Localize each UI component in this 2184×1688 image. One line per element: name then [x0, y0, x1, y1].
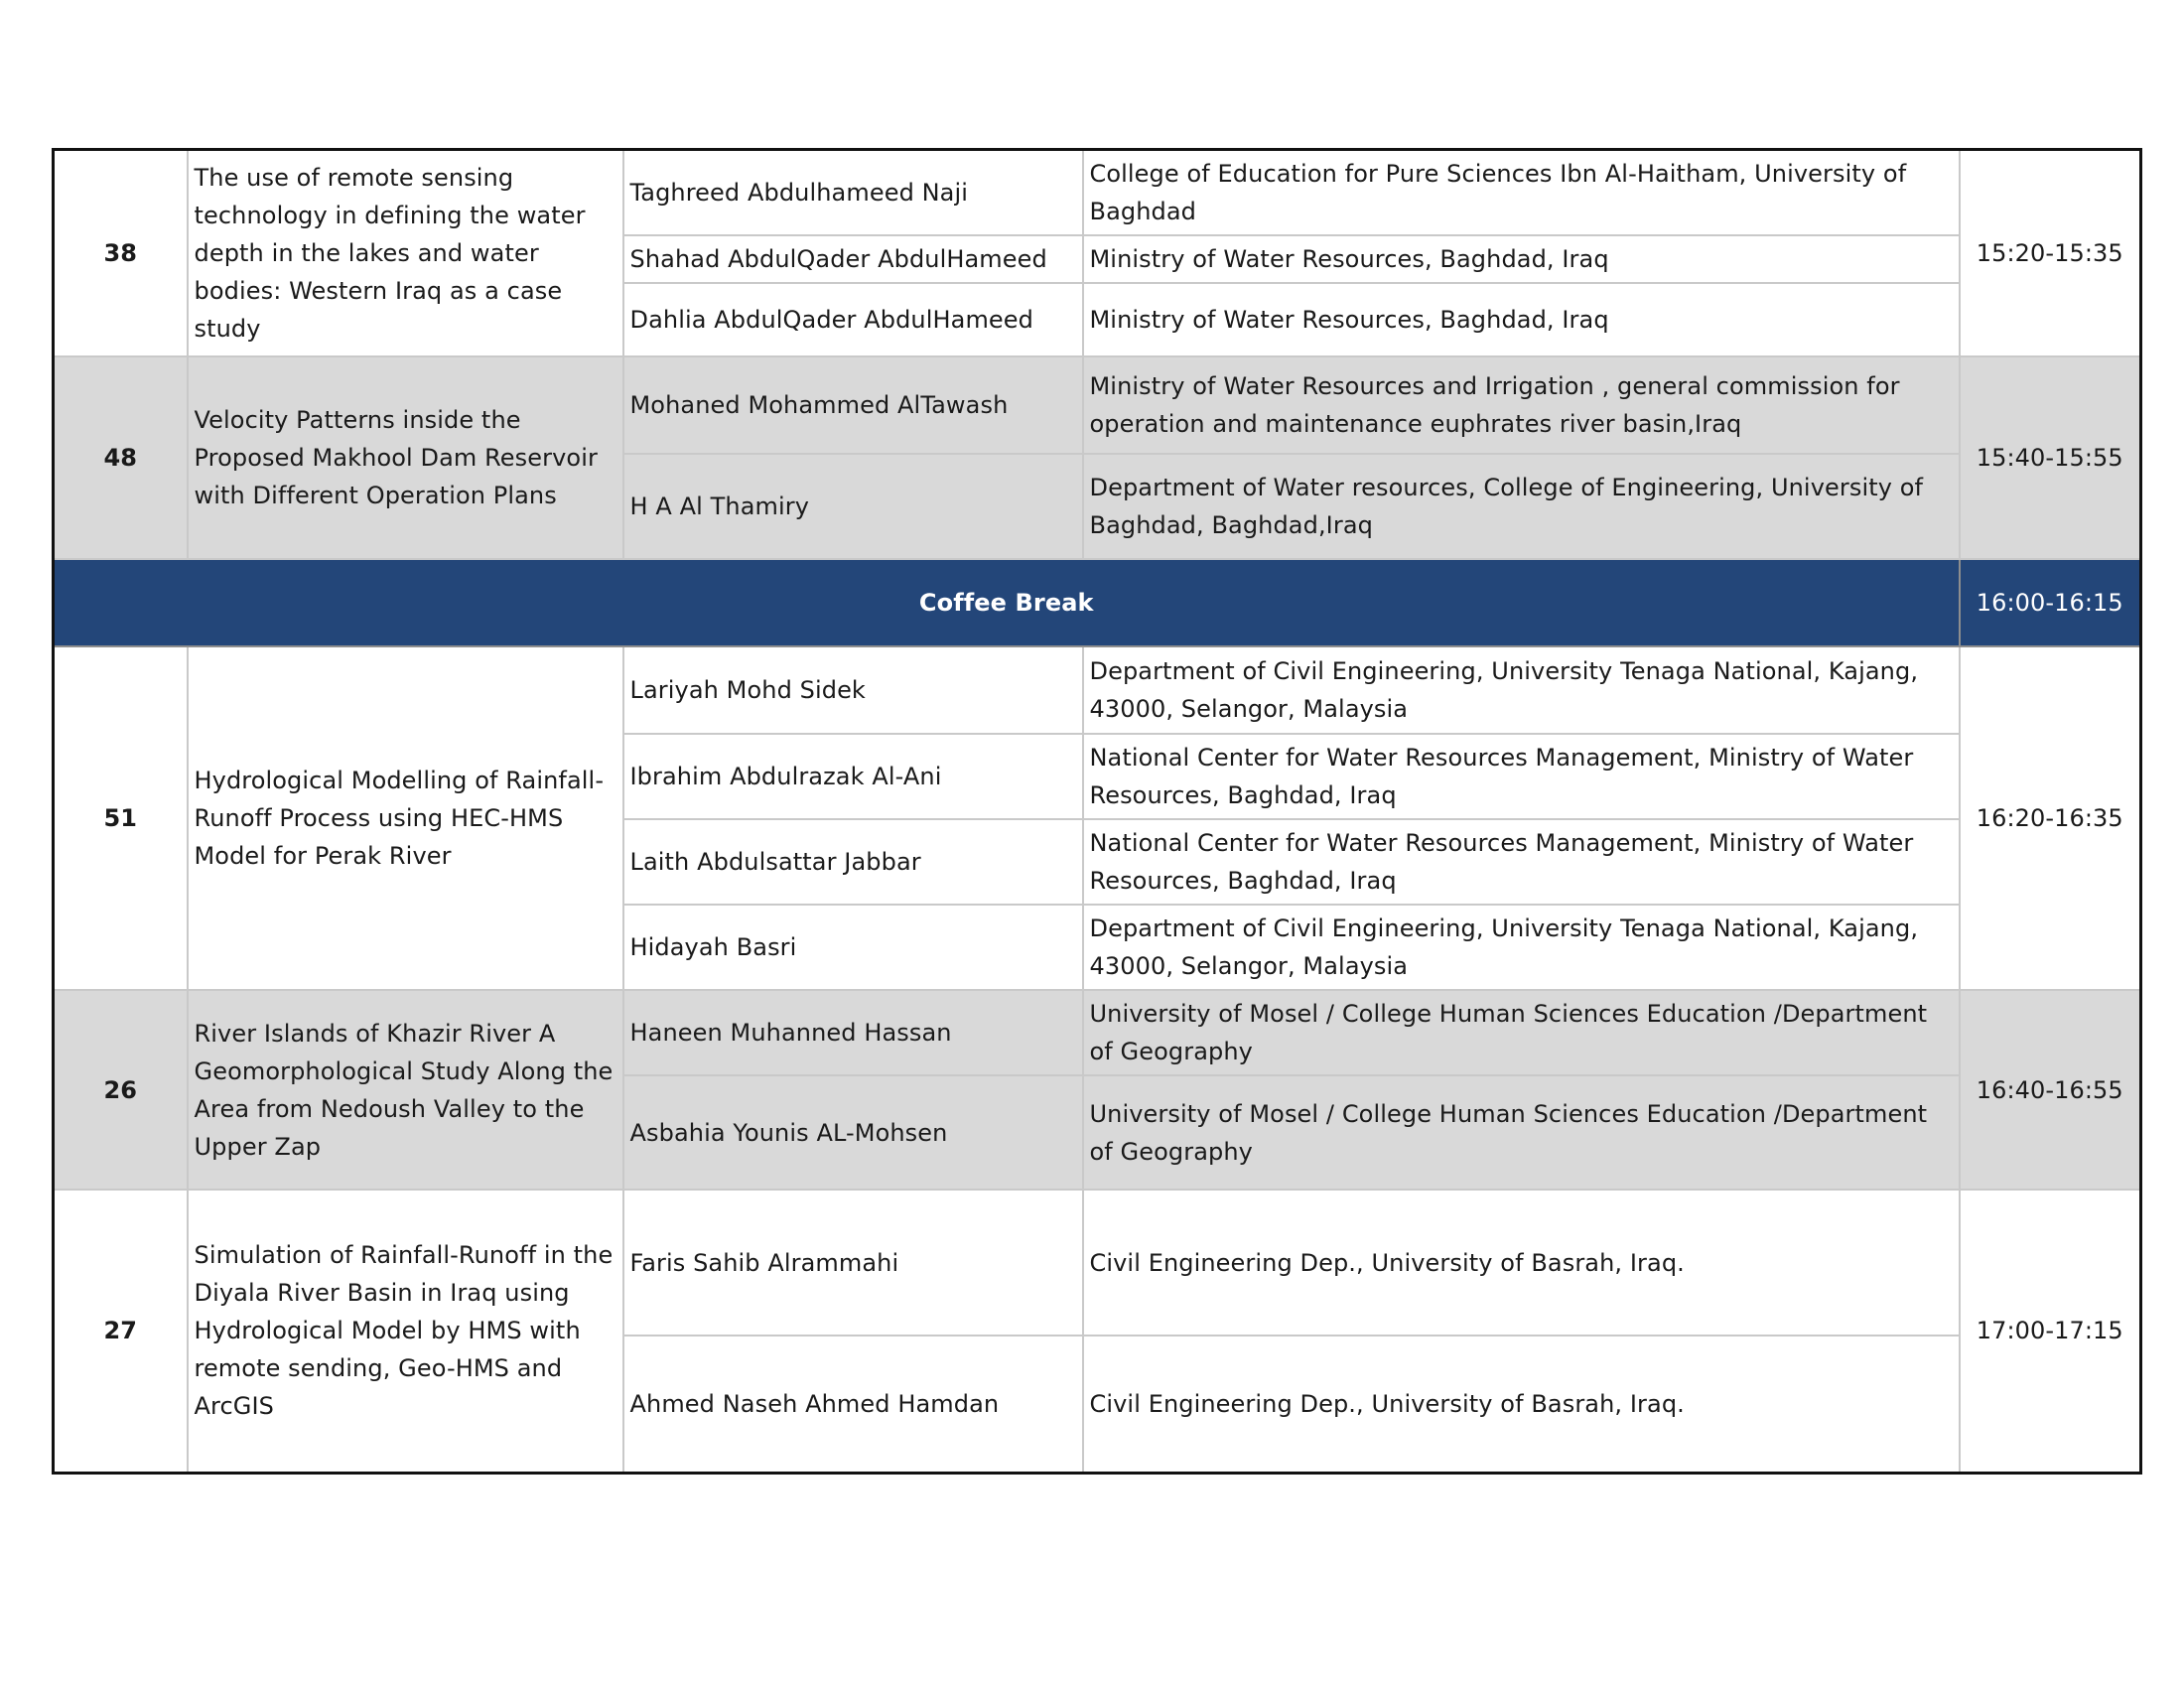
author-name: Ahmed Naseh Ahmed Hamdan [623, 1336, 1083, 1473]
author-affiliation: Department of Water resources, College of Engineering, University of Baghdad, Baghdad,Iraq [1083, 454, 1960, 559]
coffee-break-row [54, 559, 2141, 646]
author-name: Taghreed Abdulhameed Naji [623, 150, 1083, 236]
author-name: Asbahia Younis AL-Mohsen [623, 1075, 1083, 1190]
paper-title: Hydrological Modelling of Rainfall-Runoff Process using HEC-HMS Model for Perak River [188, 646, 623, 990]
paper-id: 26 [54, 990, 188, 1190]
author-name: Lariyah Mohd Sidek [623, 646, 1083, 734]
author-affiliation: University of Mosel / College Human Sciences Education /Department of Geography [1083, 990, 1960, 1075]
paper-id: 48 [54, 356, 188, 559]
coffee-break-time: 16:00-16:15 [1960, 559, 2141, 646]
author-name: Mohaned Mohammed AlTawash [623, 356, 1083, 454]
schedule-table [52, 148, 2142, 1475]
session-row [54, 150, 2141, 236]
author-affiliation: College of Education for Pure Sciences Ibn Al-Haitham, University of Baghdad [1083, 150, 1960, 236]
author-affiliation: Civil Engineering Dep., University of Basrah, Iraq. [1083, 1190, 1960, 1336]
author-name: Hidayah Basri [623, 905, 1083, 990]
paper-id: 38 [54, 150, 188, 357]
author-name: Shahad AbdulQader AbdulHameed [623, 235, 1083, 283]
session-time: 16:20-16:35 [1960, 646, 2141, 990]
author-name: Dahlia AbdulQader AbdulHameed [623, 283, 1083, 356]
author-affiliation: Department of Civil Engineering, University Tenaga National, Kajang, 43000, Selangor, Malaysia [1083, 905, 1960, 990]
author-affiliation: Ministry of Water Resources and Irrigation , general commission for operation and maintenance euphrates river basin,Iraq [1083, 356, 1960, 454]
author-affiliation: University of Mosel / College Human Sciences Education /Department of Geography [1083, 1075, 1960, 1190]
author-affiliation: National Center for Water Resources Management, Ministry of Water Resources, Baghdad, Iraq [1083, 734, 1960, 819]
session-time: 15:40-15:55 [1960, 356, 2141, 559]
author-affiliation: Civil Engineering Dep., University of Basrah, Iraq. [1083, 1336, 1960, 1473]
author-name: H A Al Thamiry [623, 454, 1083, 559]
session-time: 16:40-16:55 [1960, 990, 2141, 1190]
session-row [54, 990, 2141, 1075]
author-affiliation: Ministry of Water Resources, Baghdad, Iraq [1083, 235, 1960, 283]
paper-id: 27 [54, 1190, 188, 1473]
paper-title: River Islands of Khazir River A Geomorphological Study Along the Area from Nedoush Valley to the Upper Zap [188, 990, 623, 1190]
author-affiliation: National Center for Water Resources Management, Ministry of Water Resources, Baghdad, Iraq [1083, 819, 1960, 905]
session-time: 15:20-15:35 [1960, 150, 2141, 357]
author-affiliation: Ministry of Water Resources, Baghdad, Iraq [1083, 283, 1960, 356]
session-row [54, 646, 2141, 734]
paper-id: 51 [54, 646, 188, 990]
paper-title: The use of remote sensing technology in defining the water depth in the lakes and water bodies: Western Iraq as a case study [188, 150, 623, 357]
paper-title: Simulation of Rainfall-Runoff in the Diyala River Basin in Iraq using Hydrological Model by HMS with remote sending, Geo-HMS and ArcGIS [188, 1190, 623, 1473]
author-name: Faris Sahib Alrammahi [623, 1190, 1083, 1336]
author-name: Laith Abdulsattar Jabbar [623, 819, 1083, 905]
session-row [54, 356, 2141, 454]
author-name: Haneen Muhanned Hassan [623, 990, 1083, 1075]
coffee-break-label: Coffee Break [54, 559, 1960, 646]
session-row [54, 1190, 2141, 1336]
author-name: Ibrahim Abdulrazak Al-Ani [623, 734, 1083, 819]
author-affiliation: Department of Civil Engineering, University Tenaga National, Kajang, 43000, Selangor, Malaysia [1083, 646, 1960, 734]
paper-title: Velocity Patterns inside the Proposed Makhool Dam Reservoir with Different Operation Plans [188, 356, 623, 559]
session-time: 17:00-17:15 [1960, 1190, 2141, 1473]
